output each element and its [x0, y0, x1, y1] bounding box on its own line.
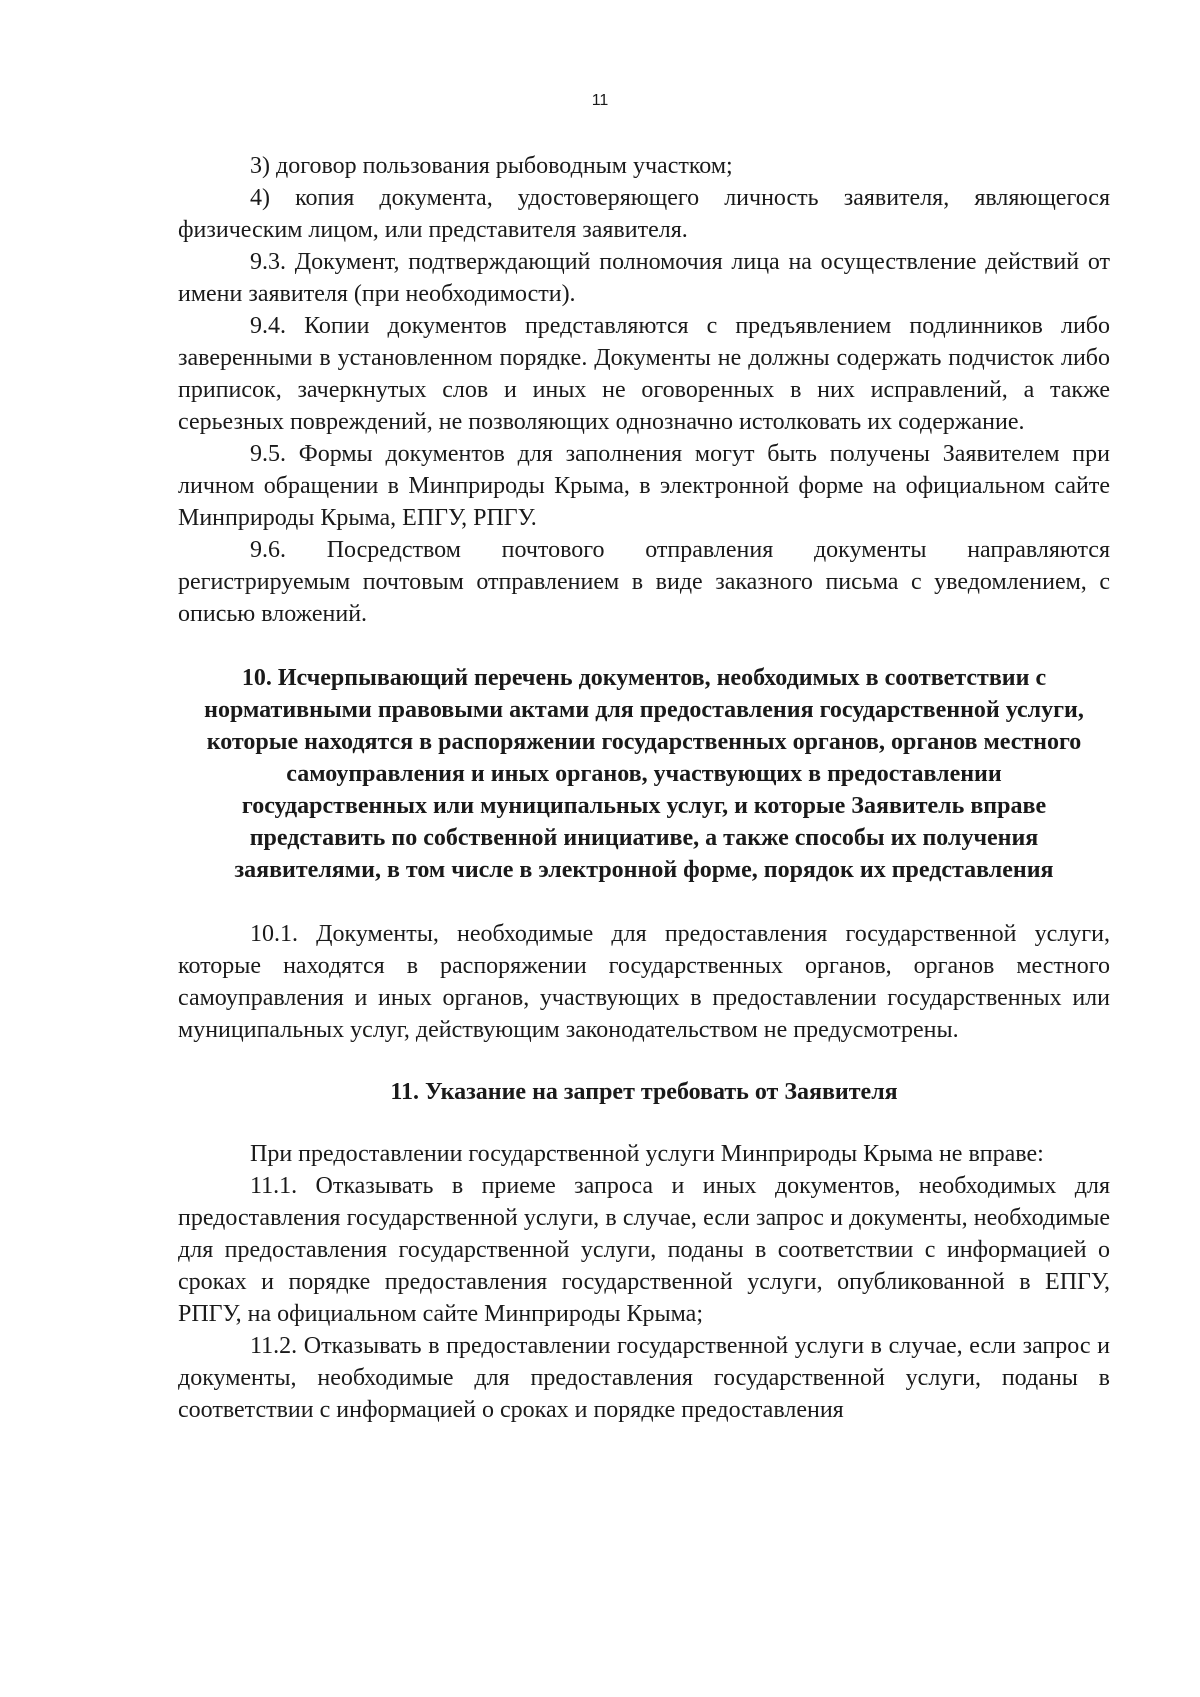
paragraph-9-4: 9.4. Копии документов представляются с предъявлением подлинников либо заверенными в установленном порядке. Документы не должны содержать подчисток либо приписок, зачеркнутых слов и иных не оговоренных в них исправлений, а также серьезных повреждений, не позволяющих однозначно истолковать их содержание.	[178, 313, 1110, 435]
document-body	[178, 150, 1110, 1426]
paragraph-11-intro: При предоставлении государственной услуги Минприроды Крыма не вправе:	[250, 1141, 1044, 1167]
page-number: 11	[591, 92, 609, 109]
paragraph-9-6: 9.6. Посредством почтового отправления документы направляются регистрируемым почтовым отправлением в виде заказного письма с уведомлением, с описью вложений.	[178, 537, 1110, 627]
paragraph-item-3: 3) договор пользования рыбоводным участком;	[250, 153, 733, 179]
paragraph-item-4: 4) копия документа, удостоверяющего личность заявителя, являющегося физическим лицом, или представителя заявителя.	[178, 185, 1110, 243]
paragraph-9-3: 9.3. Документ, подтверждающий полномочия лица на осуществление действий от имени заявителя (при необходимости).	[178, 249, 1110, 307]
paragraph-11-1: 11.1. Отказывать в приеме запроса и иных документов, необходимых для предоставления государственной услуги, в случае, если запрос и документы, необходимые для предоставления государственной услуги, поданы в соответствии с информацией о сроках и порядке предоставления государственной услуги, опубликованной в ЕПГУ, РПГУ, на официальном сайте Минприроды Крыма;	[178, 1173, 1110, 1327]
section-heading-11: 11. Указание на запрет требовать от Заявителя	[390, 1079, 898, 1105]
section-heading-10: 10. Исчерпывающий перечень документов, необходимых в соответствии с нормативными правовыми актами для предоставления государственной услуги, которые находятся в распоряжении государственных органов, органов местного самоуправления и иных органов, участвующих в предоставлении государственных или муниципальных услуг, и которые Заявитель вправе представить по собственной инициативе, а также способы их получения заявителями, в том числе в электронной форме, порядок их представления	[204, 665, 1084, 883]
paragraph-10-1: 10.1. Документы, необходимые для предоставления государственной услуги, которые находятся в распоряжении государственных органов, органов местного самоуправления и иных органов, участвующих в предоставлении государственных или муниципальных услуг, действующим законодательством не предусмотрены.	[178, 921, 1110, 1043]
paragraph-11-2: 11.2. Отказывать в предоставлении государственной услуги в случае, если запрос и документы, необходимые для предоставления государственной услуги, поданы в соответствии с информацией о сроках и порядке предоставления	[178, 1333, 1110, 1423]
paragraph-9-5: 9.5. Формы документов для заполнения могут быть получены Заявителем при личном обращении в Минприроды Крыма, в электронной форме на официальном сайте Минприроды Крыма, ЕПГУ, РПГУ.	[178, 441, 1110, 531]
